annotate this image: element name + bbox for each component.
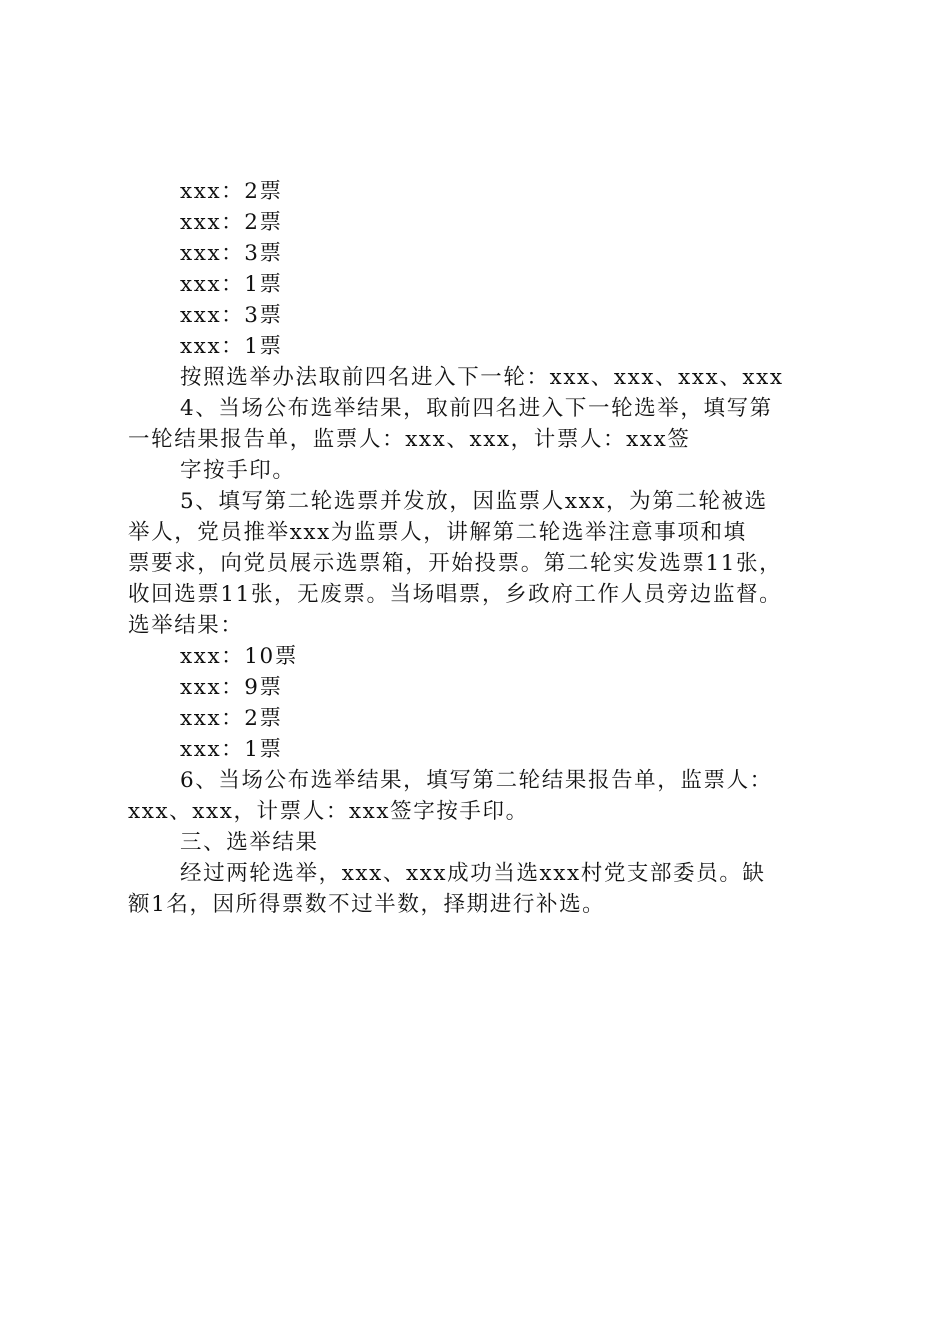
item-6-line: xxx、xxx，计票人：xxx签字按手印。 bbox=[128, 799, 529, 824]
document-body bbox=[128, 176, 848, 920]
round2-vote-list bbox=[128, 641, 848, 765]
vote-line: xxx：1票 bbox=[180, 737, 283, 762]
section-3-line: 经过两轮选举，xxx、xxx成功当选xxx村党支部委员。缺 bbox=[180, 861, 766, 886]
vote-line: xxx：1票 bbox=[180, 272, 283, 297]
vote-line: xxx：2票 bbox=[180, 179, 283, 204]
round1-vote-list bbox=[128, 176, 848, 362]
item-5-line: 票要求，向党员展示选票箱，开始投票。第二轮实发选票11张， bbox=[128, 551, 783, 576]
item-5-line: 收回选票11张，无废票。当场唱票，乡政府工作人员旁边监督。 bbox=[128, 582, 783, 607]
item-4-line: 4、当场公布选举结果，取前四名进入下一轮选举，填写第 bbox=[180, 396, 773, 421]
item-5-paragraph bbox=[128, 486, 848, 641]
advance-line: 按照选举办法取前四名进入下一轮：xxx、xxx、xxx、xxx bbox=[180, 365, 784, 390]
section-3-line: 额1名，因所得票数不过半数，择期进行补选。 bbox=[128, 892, 606, 917]
vote-line: xxx：1票 bbox=[180, 334, 283, 359]
vote-line: xxx：2票 bbox=[180, 210, 283, 235]
section-heading: 三、选举结果 bbox=[180, 830, 319, 855]
section-3 bbox=[128, 827, 848, 920]
item-6-paragraph bbox=[128, 765, 848, 827]
item-6-line: 6、当场公布选举结果，填写第二轮结果报告单，监票人： bbox=[180, 768, 773, 793]
item-5-line: 选举结果： bbox=[128, 613, 244, 638]
vote-line: xxx：3票 bbox=[180, 241, 283, 266]
vote-line: xxx：3票 bbox=[180, 303, 283, 328]
item-5-line: 举人，党员推举xxx为监票人，讲解第二轮选举注意事项和填 bbox=[128, 520, 747, 545]
item-5-line: 5、填写第二轮选票并发放，因监票人xxx，为第二轮被选 bbox=[180, 489, 768, 514]
item-4-line: 一轮结果报告单，监票人：xxx、xxx，计票人：xxx签 bbox=[128, 427, 691, 452]
vote-line: xxx：9票 bbox=[180, 675, 283, 700]
item-4-line: 字按手印。 bbox=[180, 458, 296, 483]
vote-line: xxx：10票 bbox=[180, 644, 298, 669]
item-4-paragraph bbox=[128, 393, 848, 486]
vote-line: xxx：2票 bbox=[180, 706, 283, 731]
